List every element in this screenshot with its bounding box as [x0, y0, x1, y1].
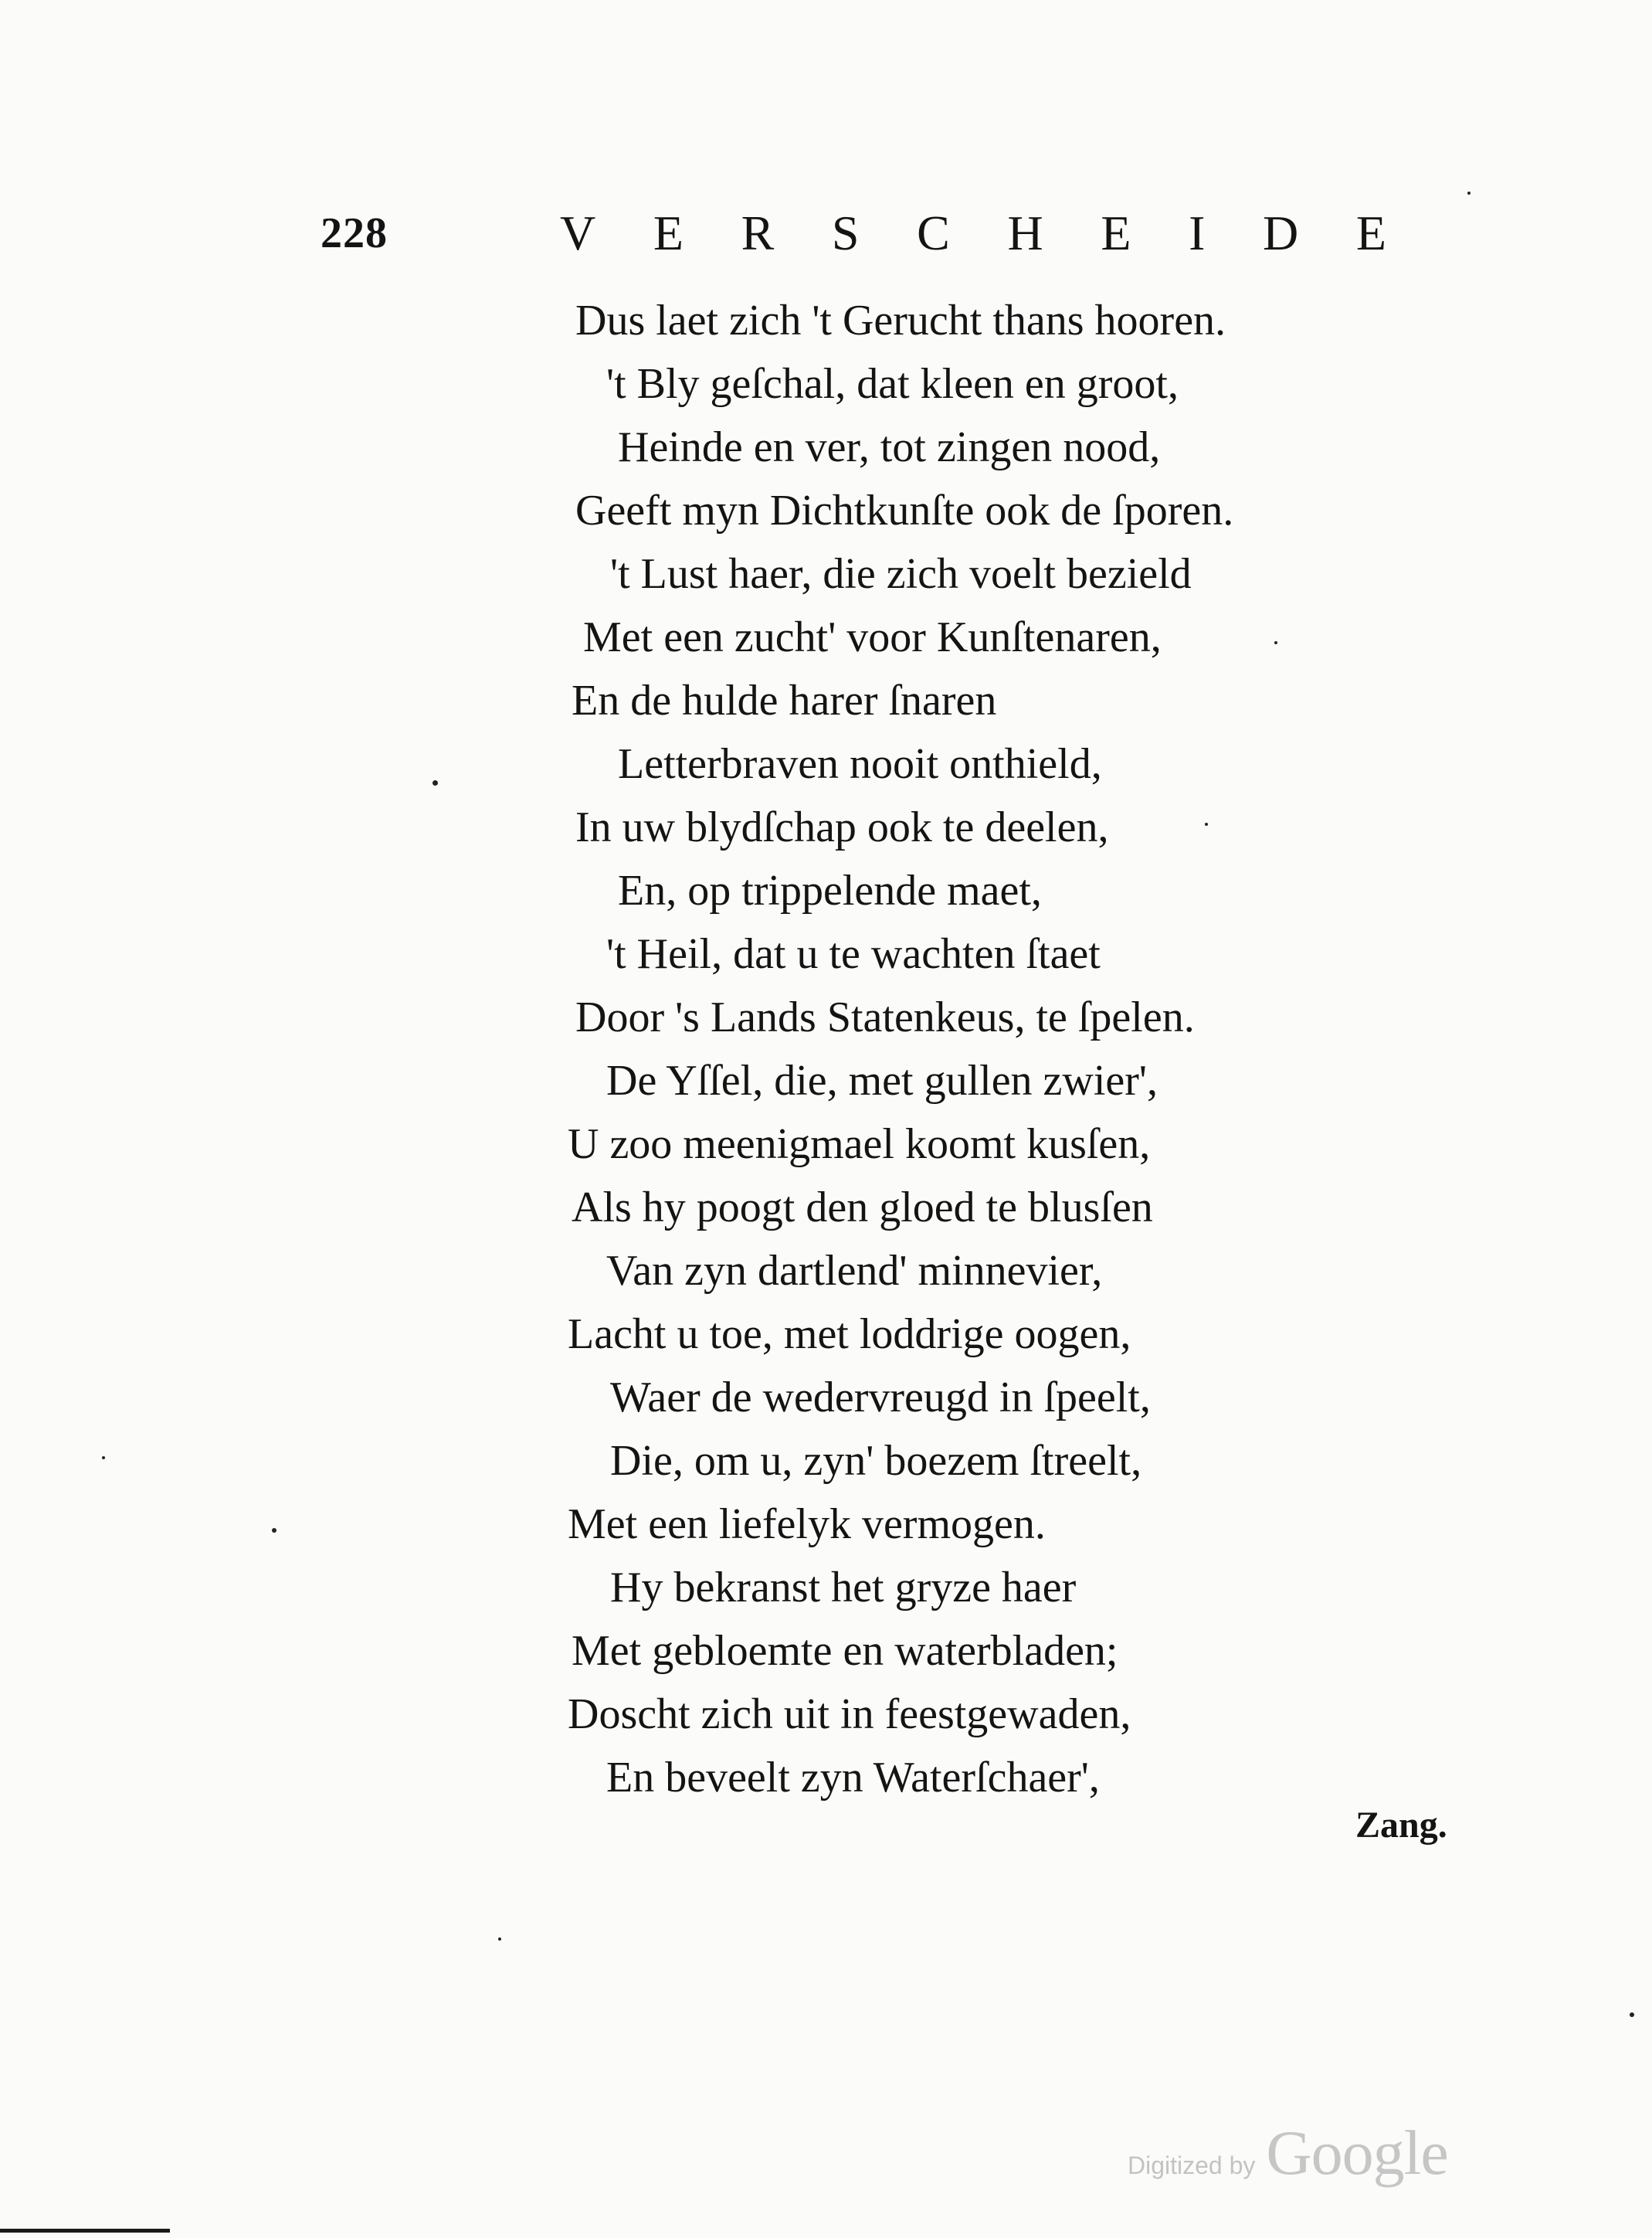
verse-line: Door 's Lands Statenkeus, te ſpelen. — [575, 993, 1195, 1041]
dust-speck — [433, 780, 438, 786]
verse-line: 't Lust haer, die zich voelt bezield — [610, 550, 1192, 598]
verse-line: En beveelt zyn Waterſchaer', — [606, 1754, 1100, 1802]
watermark-prefix: Digitized by — [1128, 2151, 1256, 2179]
verse-line: Dus laet zich 't Gerucht thans hooren. — [575, 297, 1226, 345]
verse-line: Die, om u, zyn' boezem ſtreelt, — [610, 1437, 1142, 1485]
running-title-letter: R — [741, 205, 775, 260]
running-title-letter: S — [831, 205, 860, 260]
verse-line: Geeft myn Dichtkunſte ook de ſporen. — [575, 487, 1234, 535]
dust-speck — [102, 1456, 105, 1459]
verse-line: Als hy poogt den gloed te blusſen — [572, 1184, 1153, 1231]
dust-speck — [498, 1937, 501, 1941]
verse-line: En de hulde harer ſnaren — [572, 677, 997, 725]
verse-line: U zoo meenigmael koomt kusſen, — [568, 1120, 1151, 1168]
running-title-letter: E — [1101, 205, 1131, 260]
page-number: 228 — [321, 209, 388, 257]
catchword: Zang. — [1355, 1805, 1447, 1846]
running-title-letter: E — [1355, 205, 1386, 260]
dust-speck — [272, 1528, 276, 1533]
running-title-letter: E — [653, 205, 684, 260]
running-title — [560, 202, 1386, 264]
google-logo: Google — [1266, 2117, 1448, 2188]
dust-speck — [1467, 192, 1471, 195]
verse-line: Lacht u toe, met loddrige oogen, — [568, 1310, 1131, 1358]
running-title-letter: D — [1263, 205, 1299, 260]
running-title-letter: V — [560, 205, 596, 260]
verse-line: 't Heil, dat u te wachten ſtaet — [606, 930, 1101, 978]
running-title-letter: C — [917, 205, 950, 260]
dust-speck — [1630, 2012, 1634, 2017]
running-head — [321, 202, 1386, 272]
verse-line: Met een zucht' voor Kunſtenaren, — [583, 613, 1162, 661]
verse-line: Doscht zich uit in feestgewaden, — [568, 1690, 1131, 1738]
running-title-letter: I — [1189, 205, 1206, 260]
verse-line: Letterbraven nooit onthield, — [618, 740, 1102, 788]
digitized-watermark — [1128, 2117, 1448, 2189]
verse-line: En, op trippelende maet, — [618, 867, 1042, 915]
verse-line: In uw blydſchap ook te deelen, — [575, 803, 1109, 851]
running-title-letter: H — [1007, 205, 1043, 260]
verse-line: Hy bekranst het gryze haer — [610, 1564, 1077, 1611]
verse-line: 't Bly geſchal, dat kleen en groot, — [606, 360, 1179, 408]
edge-rule — [0, 2229, 170, 2233]
verse-line: De Yſſel, die, met gullen zwier', — [606, 1057, 1158, 1105]
verse-line: Van zyn dartlend' minnevier, — [606, 1247, 1103, 1295]
dust-speck — [1274, 641, 1277, 644]
verse-line: Heinde en ver, tot zingen nood, — [618, 423, 1161, 471]
verse-line: Met een liefelyk vermogen. — [568, 1500, 1046, 1548]
dust-speck — [1205, 823, 1208, 826]
verse-line: Waer de wedervreugd in ſpeelt, — [610, 1374, 1151, 1421]
verse-line: Met gebloemte en waterbladen; — [572, 1627, 1118, 1675]
